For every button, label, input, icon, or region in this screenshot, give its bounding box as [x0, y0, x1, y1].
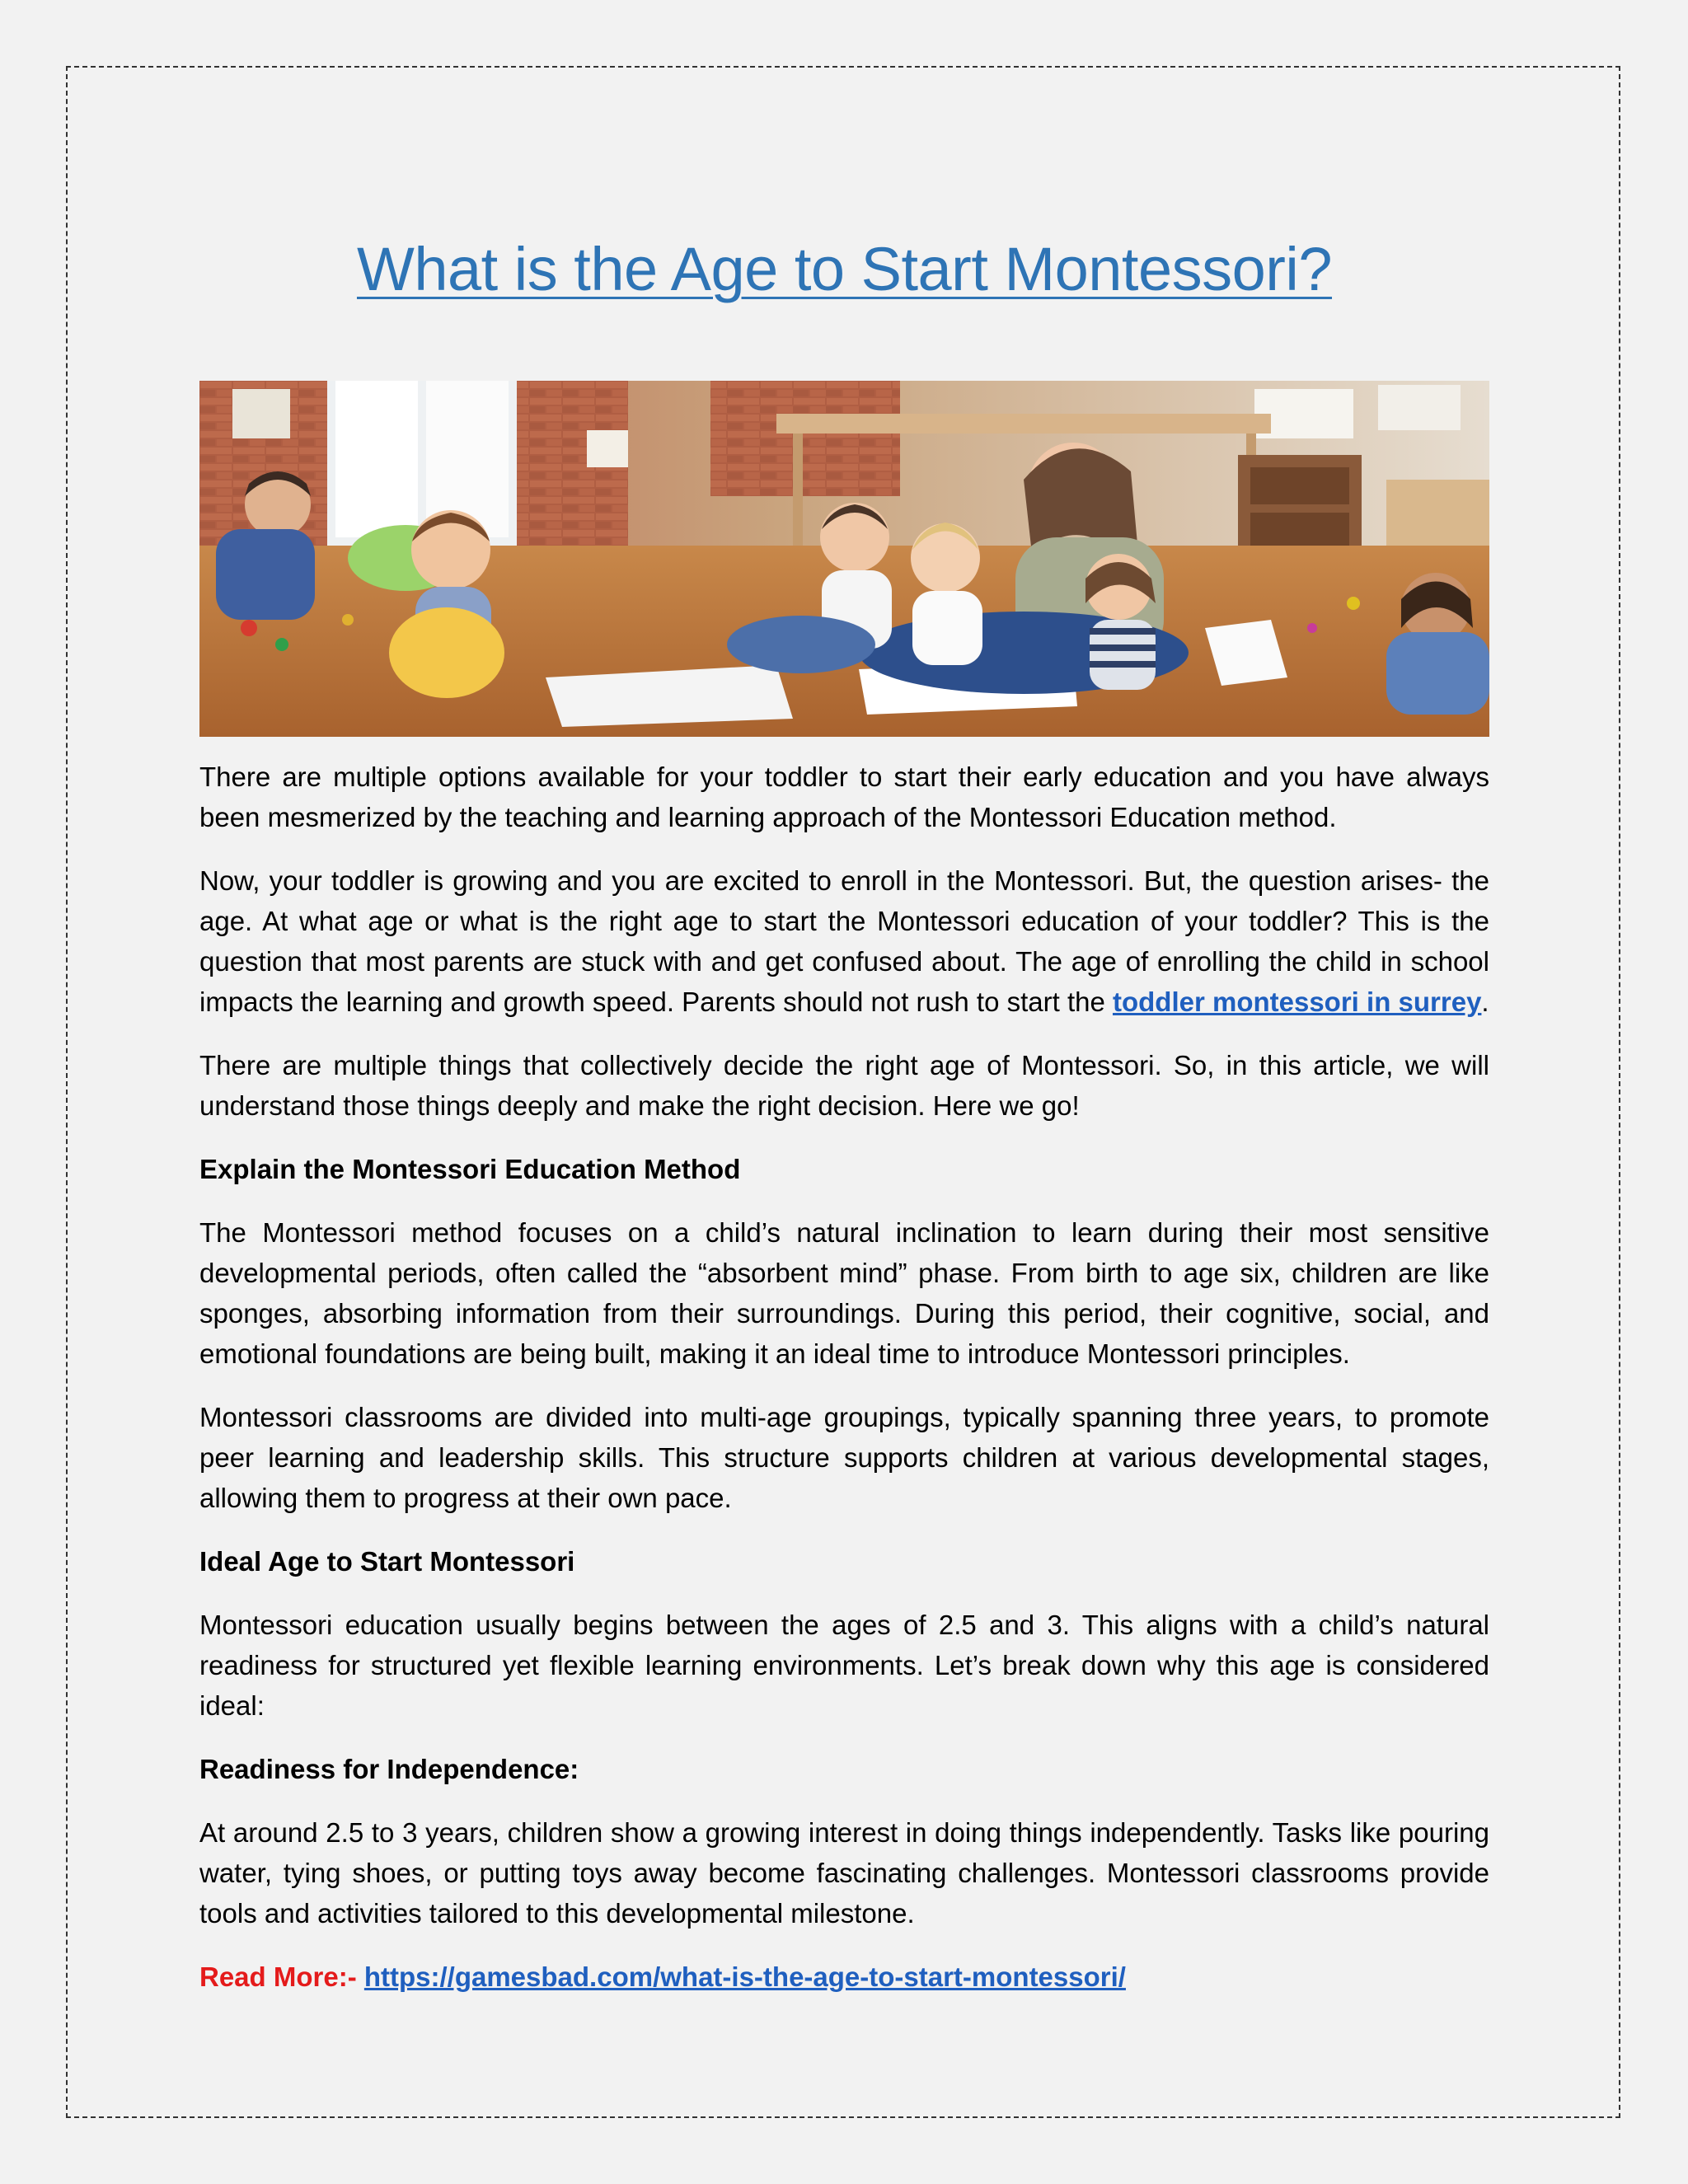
paragraph-classrooms: Montessori classrooms are divided into multi-age groupings, typically spanning three years, to promote peer learning and leadership skills. This structure supports children at various developmental stages, allowing them to progress at their own pace.: [199, 1402, 1489, 1513]
heading-independence: Readiness for Independence:: [199, 1754, 579, 1784]
hero-image: [199, 381, 1489, 737]
heading-ideal-age: Ideal Age to Start Montessori: [199, 1546, 575, 1577]
read-more-line: [199, 1957, 1489, 1997]
paragraph-independence: At around 2.5 to 3 years, children show a growing interest in doing things independently. Tasks like pouring water, tying shoes, or putting toys away become fascinating challenges. Montessori classrooms provide tools and activities tailored to this developmental milestone.: [199, 1817, 1489, 1929]
paragraph-question-text: Now, your toddler is growing and you are excited to enroll in the Montessori. But, the question arises- the age. At what age or what is the right age to start the Montessori education of your toddler? This is the question that most parents are stuck with and get confused about. The age of enrolling the child in school impacts the learning and growth speed. Parents should not rush to start the: [199, 865, 1489, 1017]
paragraph-ideal-age: Montessori education usually begins between the ages of 2.5 and 3. This aligns with a child’s natural readiness for structured yet flexible learning environments. Let’s break down why this age is considered ideal:: [199, 1610, 1489, 1721]
article-body: [199, 757, 1489, 2020]
paragraph-things: There are multiple things that collectively decide the right age of Montessori. So, in this article, we will understand those things deeply and make the right decision. Here we go!: [199, 1050, 1489, 1121]
heading-method: Explain the Montessori Education Method: [199, 1154, 741, 1184]
page-title[interactable]: What is the Age to Start Montessori?: [356, 235, 1333, 303]
paragraph-question-end: .: [1481, 987, 1489, 1017]
read-more-label: Read More:-: [199, 1961, 364, 1992]
paragraph-question: [199, 860, 1489, 1022]
toddler-montessori-link[interactable]: toddler montessori in surrey: [1112, 987, 1482, 1017]
paragraph-intro: There are multiple options available for your toddler to start their early education and you have always been mesmerized by the teaching and learning approach of the Montessori Education method.: [199, 762, 1489, 832]
read-more-link[interactable]: https://gamesbad.com/what-is-the-age-to-start-montessori/: [363, 1961, 1126, 1992]
classroom-photo: [199, 381, 1489, 737]
paragraph-method: The Montessori method focuses on a child’s natural inclination to learn during their most sensitive developmental periods, often called the “absorbent mind” phase. From birth to age six, children are like sponges, absorbing information from their surroundings. During this period, their cognitive, social, and emotional foundations are being built, making it an ideal time to introduce Montessori principles.: [199, 1217, 1489, 1369]
